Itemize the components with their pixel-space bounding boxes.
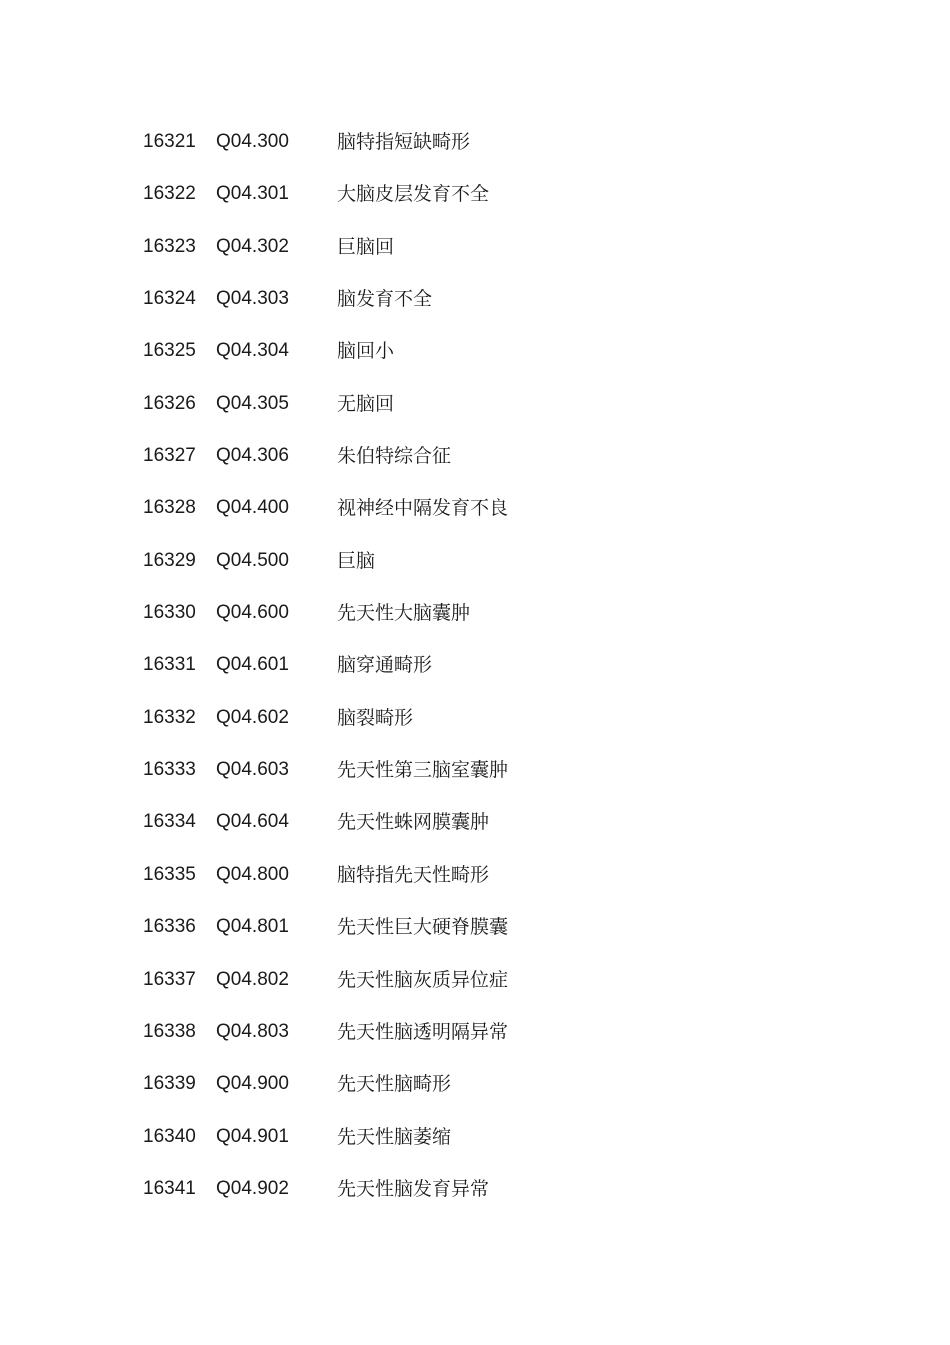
row-code: Q04.900 [216, 1073, 289, 1095]
row-number: 16327 [143, 445, 196, 467]
row-number: 16333 [143, 759, 196, 781]
row-name: 先天性脑畸形 [337, 1073, 452, 1096]
row-code: Q04.604 [216, 811, 289, 833]
row-name: 先天性第三脑室囊肿 [337, 759, 509, 782]
row-number: 16336 [143, 916, 196, 938]
row-number: 16326 [143, 392, 196, 414]
row-number: 16335 [143, 863, 196, 885]
row-number: 16325 [143, 340, 196, 362]
row-number: 16339 [143, 1073, 196, 1095]
row-code: Q04.400 [216, 497, 289, 519]
row-code: Q04.901 [216, 1125, 289, 1147]
row-name: 先天性脑萎缩 [337, 1125, 452, 1148]
row-number: 16321 [143, 131, 196, 152]
row-number: 16324 [143, 288, 196, 310]
row-code: Q04.500 [216, 549, 289, 571]
row-code: Q04.803 [216, 1020, 289, 1042]
row-number: 16322 [143, 183, 196, 205]
row-code: Q04.301 [216, 183, 289, 205]
row-number: 16337 [143, 968, 196, 990]
row-name: 先天性脑透明隔异常 [337, 1020, 509, 1043]
row-code: Q04.300 [216, 131, 289, 152]
row-name: 先天性大脑囊肿 [337, 602, 471, 625]
row-code: Q04.304 [216, 340, 289, 362]
row-number: 16341 [143, 1177, 196, 1199]
row-number: 16331 [143, 654, 196, 676]
row-name: 脑回小 [337, 340, 395, 363]
row-name: 巨脑 [337, 549, 376, 572]
row-name: 视神经中隔发育不良 [337, 497, 509, 520]
code-list [143, 131, 843, 1241]
row-name: 先天性巨大硬脊膜囊 [337, 916, 509, 939]
row-code: Q04.603 [216, 759, 289, 781]
row-number: 16329 [143, 549, 196, 571]
row-number: 16332 [143, 706, 196, 728]
row-number: 16338 [143, 1020, 196, 1042]
row-name: 脑裂畸形 [337, 706, 414, 729]
row-name: 朱伯特综合征 [337, 445, 452, 468]
row-number: 16334 [143, 811, 196, 833]
row-number: 16323 [143, 235, 196, 257]
row-name: 脑穿通畸形 [337, 654, 433, 677]
row-code: Q04.602 [216, 706, 289, 728]
row-code: Q04.305 [216, 392, 289, 414]
row-code: Q04.800 [216, 863, 289, 885]
row-number: 16340 [143, 1125, 196, 1147]
row-name: 脑特指短缺畸形 [337, 131, 471, 153]
row-name: 大脑皮层发育不全 [337, 183, 490, 206]
list-item [143, 1177, 843, 1241]
row-name: 无脑回 [337, 392, 395, 415]
row-number: 16330 [143, 602, 196, 624]
row-number: 16328 [143, 497, 196, 519]
row-name: 先天性脑灰质异位症 [337, 968, 509, 991]
row-name: 巨脑回 [337, 235, 395, 258]
row-name: 脑特指先天性畸形 [337, 863, 490, 886]
row-name: 脑发育不全 [337, 288, 433, 311]
row-code: Q04.601 [216, 654, 289, 676]
row-name: 先天性蛛网膜囊肿 [337, 811, 490, 834]
row-code: Q04.801 [216, 916, 289, 938]
row-code: Q04.302 [216, 235, 289, 257]
row-name: 先天性脑发育异常 [337, 1177, 490, 1200]
row-code: Q04.306 [216, 445, 289, 467]
row-code: Q04.902 [216, 1177, 289, 1199]
row-code: Q04.802 [216, 968, 289, 990]
row-code: Q04.600 [216, 602, 289, 624]
row-code: Q04.303 [216, 288, 289, 310]
